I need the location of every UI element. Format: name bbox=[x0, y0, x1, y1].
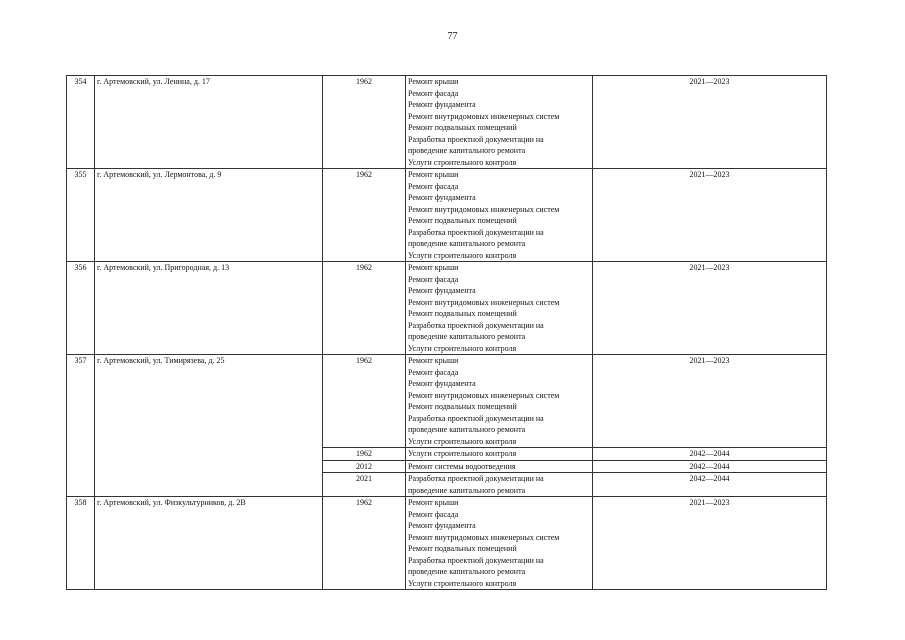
work-item: Ремонт фасада bbox=[408, 181, 459, 191]
row-number-cell: 355 bbox=[67, 169, 95, 262]
work-item: Ремонт внутридомовых инженерных систем bbox=[408, 204, 560, 214]
work-item: Ремонт фасада bbox=[408, 367, 459, 377]
period-cell: 2021—2023 bbox=[593, 76, 827, 169]
work-item: Ремонт подвальных помещений bbox=[408, 402, 517, 411]
work-item: Услуги строительного контроля bbox=[408, 436, 517, 446]
row-number-cell: 357 bbox=[67, 355, 95, 497]
work-item: Ремонт подвальных помещений bbox=[408, 123, 517, 132]
period-cell: 2042—2044 bbox=[593, 460, 827, 473]
year-cell: 1962 bbox=[323, 169, 406, 262]
work-item: Ремонт подвальных помещений bbox=[408, 309, 517, 318]
address-cell: г. Артемовский, ул. Физкультурников, д. 2В bbox=[95, 497, 323, 590]
table-row bbox=[67, 497, 827, 590]
work-item: Ремонт внутридомовых инженерных систем bbox=[408, 532, 560, 542]
work-item: проведение капитального ремонта bbox=[408, 485, 526, 495]
works-cell bbox=[406, 448, 593, 461]
work-item: Услуги строительного контроля bbox=[408, 343, 517, 353]
work-item: Услуги строительного контроля bbox=[408, 157, 517, 167]
works-cell bbox=[406, 262, 593, 355]
work-item: Услуги строительного контроля bbox=[408, 449, 517, 458]
work-item: проведение капитального ремонта bbox=[408, 146, 526, 155]
work-item: Ремонт фундамента bbox=[408, 193, 476, 202]
year-cell: 1962 bbox=[323, 262, 406, 355]
work-item: проведение капитального ремонта bbox=[408, 332, 526, 341]
works-cell bbox=[406, 460, 593, 473]
page-number: 77 bbox=[447, 31, 458, 42]
work-item: Ремонт крыши bbox=[408, 77, 459, 86]
table-row bbox=[67, 169, 827, 262]
period-cell: 2021—2023 bbox=[593, 497, 827, 590]
work-item: Ремонт фундамента bbox=[408, 100, 476, 109]
work-item: проведение капитального ремонта bbox=[408, 239, 526, 248]
work-item: Разработка проектной документации на bbox=[408, 320, 544, 330]
year-cell: 2012 bbox=[323, 460, 406, 473]
year-cell: 1962 bbox=[323, 448, 406, 461]
row-number-cell: 358 bbox=[67, 497, 95, 590]
work-item: Услуги строительного контроля bbox=[408, 250, 517, 260]
capital-repair-table bbox=[66, 75, 827, 590]
work-item: Ремонт фасада bbox=[408, 274, 459, 284]
address-cell: г. Артемовский, ул. Тимирязева, д. 25 bbox=[95, 355, 323, 497]
table-row bbox=[67, 262, 827, 355]
works-cell bbox=[406, 497, 593, 590]
period-cell: 2042—2044 bbox=[593, 473, 827, 497]
table-row bbox=[67, 355, 827, 448]
year-cell: 1962 bbox=[323, 497, 406, 590]
address-cell: г. Артемовский, ул. Лермонтова, д. 9 bbox=[95, 169, 323, 262]
table-body bbox=[67, 76, 827, 590]
table-row bbox=[67, 76, 827, 169]
work-item: Ремонт крыши bbox=[408, 263, 459, 272]
work-item: Ремонт системы водоотведения bbox=[408, 461, 516, 471]
address-cell: г. Артемовский, ул. Пригородная, д. 13 bbox=[95, 262, 323, 355]
year-cell: 1962 bbox=[323, 76, 406, 169]
work-item: Ремонт подвальных помещений bbox=[408, 544, 517, 553]
work-item: Ремонт внутридомовых инженерных систем bbox=[408, 111, 560, 121]
work-item: Ремонт подвальных помещений bbox=[408, 216, 517, 225]
work-item: Услуги строительного контроля bbox=[408, 578, 517, 588]
work-item: Ремонт внутридомовых инженерных систем bbox=[408, 390, 560, 400]
period-cell: 2021—2023 bbox=[593, 355, 827, 448]
works-cell bbox=[406, 169, 593, 262]
work-item: проведение капитального ремонта bbox=[408, 567, 526, 576]
year-cell: 2021 bbox=[323, 473, 406, 497]
work-item: Ремонт внутридомовых инженерных систем bbox=[408, 297, 560, 307]
work-item: проведение капитального ремонта bbox=[408, 425, 526, 434]
row-number-cell: 356 bbox=[67, 262, 95, 355]
address-cell: г. Артемовский, ул. Ленина, д. 17 bbox=[95, 76, 323, 169]
work-item: Ремонт фундамента bbox=[408, 521, 476, 530]
work-item: Разработка проектной документации на bbox=[408, 474, 544, 483]
period-cell: 2042—2044 bbox=[593, 448, 827, 461]
works-cell bbox=[406, 473, 593, 497]
works-cell bbox=[406, 355, 593, 448]
year-cell: 1962 bbox=[323, 355, 406, 448]
work-item: Ремонт крыши bbox=[408, 498, 459, 507]
work-item: Ремонт фундамента bbox=[408, 286, 476, 295]
work-item: Ремонт крыши bbox=[408, 356, 459, 365]
works-cell bbox=[406, 76, 593, 169]
work-item: Разработка проектной документации на bbox=[408, 227, 544, 237]
period-cell: 2021—2023 bbox=[593, 262, 827, 355]
work-item: Ремонт фундамента bbox=[408, 379, 476, 388]
work-item: Ремонт крыши bbox=[408, 170, 459, 179]
row-number-cell: 354 bbox=[67, 76, 95, 169]
work-item: Разработка проектной документации на bbox=[408, 134, 544, 144]
work-item: Разработка проектной документации на bbox=[408, 555, 544, 565]
work-item: Ремонт фасада bbox=[408, 509, 459, 519]
period-cell: 2021—2023 bbox=[593, 169, 827, 262]
work-item: Ремонт фасада bbox=[408, 88, 459, 98]
work-item: Разработка проектной документации на bbox=[408, 413, 544, 423]
